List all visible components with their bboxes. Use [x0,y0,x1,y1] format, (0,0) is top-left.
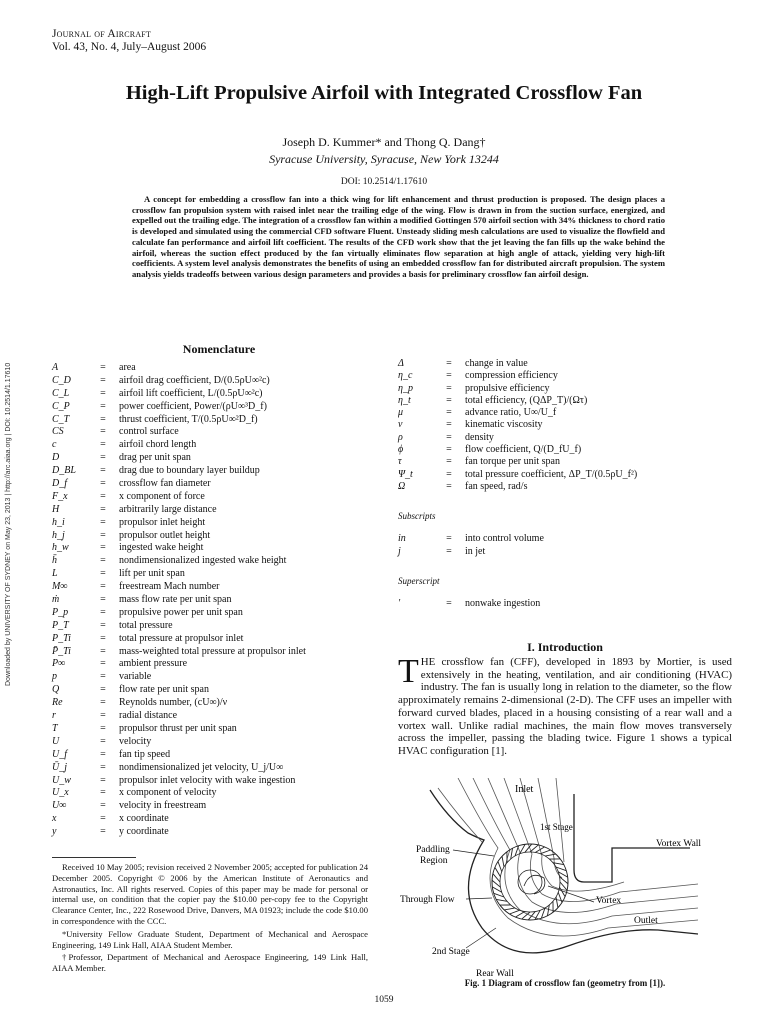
nomenclature-row [52,401,382,414]
nomenclature-row-sym: η_p [398,382,413,394]
nomenclature-row [52,697,382,710]
journal-header [52,28,206,54]
nomenclature-row-sym: ρ [398,431,403,443]
nomenclature-row-sym: x [52,813,57,825]
nomenclature-row-def: propulsive efficiency [465,382,550,394]
nomenclature-row-def: ambient pressure [119,658,188,670]
superscript-row-sym: ′ [398,597,401,609]
nomenclature-row-def: nondimensionalized jet velocity, U_j/U∞ [119,761,284,773]
nomenclature-row-def: arbitrarily large distance [119,503,217,515]
nomenclature-row-def: fan torque per unit span [465,456,560,468]
nomenclature-row [52,439,382,452]
nomenclature-row-def: variable [119,671,152,683]
abstract [132,194,665,280]
nomenclature-row [398,444,728,456]
nomenclature-row [52,517,382,530]
nomenclature-row-eq: = [100,722,106,734]
nomenclature-row-def: airfoil chord length [119,439,197,451]
nomenclature-row-def: total pressure at propulsor inlet [119,632,244,644]
nomenclature-row-sym: Ω [398,480,406,492]
label-region: Region [420,856,448,866]
rear-wall-shape [430,790,698,953]
nomenclature-row [398,469,728,481]
nomenclature-row-def: area [119,362,136,373]
nomenclature-row-def: propulsor inlet velocity with wake ingestion [119,774,296,786]
nomenclature-list-left [52,362,382,839]
label-inlet: Inlet [515,784,534,795]
superscript-row [398,598,728,610]
nomenclature-row-sym: Q [52,684,60,696]
footnote: *University Fellow Graduate Student, Department of Mechanical and Aerospace Engineering, 149 Link Hall, AIAA Student Member. [52,928,368,950]
nomenclature-row-sym: Δ [398,358,404,369]
impeller-blade [495,867,501,876]
nomenclature-row [398,481,728,493]
nomenclature-row-def: control surface [119,426,179,438]
nomenclature-row-def: mass-weighted total pressure at propulsor inlet [119,645,306,657]
journal-name: Journal of Aircraft [52,28,152,40]
nomenclature-row-eq: = [446,382,452,394]
nomenclature-row-eq: = [100,490,106,502]
nomenclature-row-sym: P_p [52,606,69,618]
nomenclature-row-def: kinematic viscosity [465,419,543,431]
nomenclature-row [52,491,382,504]
nomenclature-row [52,749,382,762]
journal-issue: Vol. 43, No. 4, July–August 2006 [52,41,207,53]
nomenclature-row-def: x coordinate [119,813,169,825]
nomenclature-row-def: propulsor thrust per unit span [119,722,237,734]
figure-caption: Fig. 1 Diagram of crossflow fan (geometry from [1]). [464,978,666,988]
nomenclature-row-eq: = [100,735,106,747]
label-outlet: Outlet [634,916,658,926]
label-paddling: Paddling [416,845,450,855]
impeller-blade [515,912,524,918]
nomenclature-row-sym: A [52,362,59,373]
nomenclature-row-eq: = [100,645,106,657]
nomenclature-row-eq: = [100,800,106,812]
doi: DOI: 10.2514/1.17610 [340,177,428,187]
intro-paragraph [398,653,732,758]
subscript-row-sym: j [398,545,401,557]
nomenclature-row-sym: η_c [398,370,413,382]
nomenclature-row-sym: h_j [52,529,65,541]
nomenclature-row-def: x component of force [119,490,205,502]
nomenclature-row-def: total pressure [119,619,173,631]
subscript-row-def: into control volume [465,533,544,545]
nomenclature-row [52,620,382,633]
nomenclature-row-sym: r [52,710,56,722]
download-watermark: Downloaded by UNIVERSITY OF SYDNEY on May 23, 2013 | http://arc.aiaa.org | DOI: 10.2514/1.17610 [5,362,12,686]
nomenclature-row-eq: = [446,370,452,382]
superscript-list [398,598,728,610]
nomenclature-row-sym: P̄_Ti [52,645,71,657]
nomenclature-row-eq: = [100,452,106,464]
nomenclature-row-eq: = [100,813,106,825]
nomenclature-row-sym: h_w [52,542,69,554]
nomenclature-row-sym: U_x [52,787,69,799]
footnotes [52,862,368,976]
nomenclature-row-sym: U_w [52,774,71,786]
nomenclature-row [52,478,382,491]
nomenclature-row [52,375,382,388]
nomenclature-row-eq: = [100,568,106,580]
impeller-blade [558,892,562,902]
figure-crossflow-fan [398,778,732,978]
label-through-flow: Through Flow [400,895,455,905]
impeller-blade [556,897,558,908]
nomenclature-row [52,658,382,671]
nomenclature-row-eq: = [100,606,106,618]
nomenclature-row-def: velocity in freestream [119,800,207,812]
nomenclature-row-eq: = [446,456,452,468]
footnote-rule [52,857,136,858]
nomenclature-row-sym: CS [52,426,64,438]
superscript-heading: Superscript [398,575,440,586]
nomenclature-row-eq: = [100,619,106,631]
nomenclature-row [52,426,382,439]
impeller [492,844,568,920]
nomenclature-row [52,594,382,607]
nomenclature-row-sym: P∞ [52,658,66,670]
paper-title: High-Lift Propulsive Airfoil with Integrated Crossflow Fan [125,82,643,104]
nomenclature-row-sym: Ψ_t [398,468,413,480]
nomenclature-greek [398,358,728,493]
nomenclature-row-eq: = [100,362,106,373]
authors: Joseph D. Kummer* and Thong Q. Dang† [282,135,486,149]
nomenclature-row-def: flow coefficient, Q/(D_fU_f) [465,444,582,456]
label-vortex: Vortex [596,896,622,906]
nomenclature-row [398,383,728,395]
label-stage1: 1st Stage [540,822,573,832]
nomenclature-row-def: density [465,431,494,443]
nomenclature-row-def: compression efficiency [465,370,558,382]
nomenclature-row-sym: μ [398,407,404,419]
nomenclature-row [52,800,382,813]
nomenclature-row [52,607,382,620]
nomenclature-row-eq: = [100,594,106,606]
dropcap: T [398,653,419,690]
nomenclature-row [398,358,728,370]
nomenclature-row [398,456,728,468]
nomenclature-row-sym: H [52,503,60,515]
nomenclature-row-eq: = [100,374,106,386]
subscript-row [398,533,728,545]
nomenclature-row [52,775,382,788]
nomenclature-row-def: fan tip speed [119,748,171,760]
nomenclature-row-eq: = [100,658,106,670]
nomenclature-row-eq: = [100,465,106,477]
nomenclature-row-def: total efficiency, (QΔP_T)/(Ωτ) [465,394,588,406]
nomenclature-row-eq: = [100,581,106,593]
nomenclature-row [52,684,382,697]
impeller-blade [502,856,504,867]
nomenclature-row-def: propulsor outlet height [119,529,211,541]
crossflow-fan-diagram [398,778,732,978]
nomenclature-row-sym: τ [398,456,402,468]
nomenclature-row-eq: = [446,358,452,369]
nomenclature-row [52,633,382,646]
impeller-blade [540,850,550,854]
nomenclature-row [52,465,382,478]
nomenclature-row [52,762,382,775]
nomenclature-row-sym: η_t [398,394,411,406]
nomenclature-row-sym: Re [52,697,63,709]
nomenclature-row-eq: = [100,529,106,541]
impeller-blade [510,910,520,914]
nomenclature-row-sym: ϕ [398,444,404,456]
nomenclature-row-def: ingested wake height [119,542,204,554]
nomenclature-row-eq: = [100,555,106,567]
nomenclature-row-def: flow rate per unit span [119,684,209,696]
subscripts-list [398,533,728,558]
subscript-row-eq: = [446,533,452,545]
nomenclature-row-def: x component of velocity [119,787,217,799]
superscript-row-def: nonwake ingestion [465,597,541,609]
nomenclature-row-eq: = [446,407,452,419]
nomenclature-row [52,414,382,427]
nomenclature-row-sym: C_L [52,387,70,399]
nomenclature-row [398,395,728,407]
nomenclature-row [398,370,728,382]
nomenclature-row-eq: = [100,632,106,644]
nomenclature-row-sym: P_T [52,619,69,631]
label-rear-wall: Rear Wall [476,969,514,978]
nomenclature-row-def: Reynolds number, (cU∞)/ν [119,697,228,709]
nomenclature-row-def: thrust coefficient, T/(0.5ρU∞²D_f) [119,413,258,425]
nomenclature-row-def: nondimensionalized ingested wake height [119,555,287,567]
nomenclature-row-def: propulsor inlet height [119,516,206,528]
intro-heading: I. Introduction [527,640,603,654]
nomenclature-row-sym: ν [398,419,403,431]
nomenclature-row-def: propulsive power per unit span [119,606,243,618]
nomenclature-row-def: fan speed, rad/s [465,480,528,492]
nomenclature-row [52,787,382,800]
nomenclature-row-sym: h̄ [52,555,57,567]
nomenclature-list-right [398,358,728,610]
nomenclature-row-eq: = [100,542,106,554]
streamlines [438,778,698,936]
nomenclature-row-eq: = [100,787,106,799]
footnote: †Professor, Department of Mechanical and Aerospace Engineering, 149 Link Hall, AIAA Member. [52,952,368,974]
nomenclature-row-def: drag due to boundary layer buildup [119,465,260,477]
nomenclature-row-sym: P_Ti [52,632,71,644]
nomenclature-row-eq: = [100,671,106,683]
nomenclature-row [52,710,382,723]
nomenclature-row-eq: = [100,826,106,838]
nomenclature-row-sym: U [52,735,60,747]
impeller-blade [504,908,515,910]
nomenclature-row [52,452,382,465]
subscript-row-sym: in [398,533,406,545]
nomenclature-row-def: velocity [119,735,152,747]
nomenclature-row-def: drag per unit span [119,452,191,464]
nomenclature-row-def: radial distance [119,710,178,722]
nomenclature-row-eq: = [100,774,106,786]
nomenclature-row-def: airfoil lift coefficient, L/(0.5ρU∞²c) [119,387,263,399]
nomenclature-row-eq: = [100,400,106,412]
nomenclature-row-eq: = [446,431,452,443]
nomenclature-row [398,419,728,431]
nomenclature-row [52,555,382,568]
nomenclature-row-eq: = [100,748,106,760]
nomenclature-row-eq: = [446,394,452,406]
subscript-row [398,546,728,558]
nomenclature-row-eq: = [100,439,106,451]
nomenclature-row-eq: = [100,710,106,722]
nomenclature-row [52,671,382,684]
nomenclature-row-sym: C_P [52,400,70,412]
label-vortex-wall: Vortex Wall [656,839,702,849]
nomenclature-row-def: total pressure coefficient, ΔP_T/(0.5ρU_f²) [465,468,638,480]
nomenclature-row-sym: C_T [52,413,70,425]
nomenclature-row [52,736,382,749]
nomenclature-row-sym: c [52,439,57,451]
footnote: Received 10 May 2005; revision received 2 November 2005; accepted for publication 24 December 2005. Copyright © 2006 by the American Institute of Aeronautics and Astronautics, Inc. All rights reserved. Copies of this paper may be made for personal or internal use, on condition that the copier pay the $10.00 per-copy fee to the Copyright Clearance Center, Inc., 222 Rosewood Drive, Danvers, MA 01923; include the code $10.00 in correspondence with the CCC. [52,862,368,926]
impeller-blade [545,854,556,856]
nomenclature-row [52,504,382,517]
nomenclature-row-sym: M∞ [52,581,68,593]
affiliation: Syracuse University, Syracuse, New York 13244 [269,152,499,166]
nomenclature-row-sym: U_f [52,748,67,760]
nomenclature-row-sym: y [52,826,57,838]
nomenclature-heading: Nomenclature [182,342,256,356]
nomenclature-row-sym: p [52,671,57,683]
nomenclature-row [52,362,382,375]
nomenclature-row [52,530,382,543]
nomenclature-row-eq: = [100,761,106,773]
nomenclature-row-eq: = [100,413,106,425]
nomenclature-row-def: power coefficient, Power/(ρU∞³D_f) [119,400,267,412]
nomenclature-row-def: change in value [465,358,528,369]
nomenclature-row-sym: Ū_j [52,761,67,773]
nomenclature-row-eq: = [100,516,106,528]
nomenclature-row [398,407,728,419]
nomenclature-row-sym: h_i [52,516,65,528]
nomenclature-row-def: freestream Mach number [119,581,220,593]
nomenclature-row-sym: D_BL [52,465,76,477]
nomenclature-row-eq: = [100,503,106,515]
nomenclature-row-eq: = [100,478,106,490]
nomenclature-row [52,813,382,826]
nomenclature-row-eq: = [100,426,106,438]
nomenclature-row [52,568,382,581]
nomenclature-row-sym: F_x [52,490,68,502]
nomenclature-row-eq: = [446,419,452,431]
vortex-wall-shape [574,794,690,882]
nomenclature-row-eq: = [446,444,452,456]
nomenclature-row-sym: ṁ [52,594,60,606]
impeller-blade [498,862,502,872]
nomenclature-row-eq: = [446,480,452,492]
nomenclature-row-sym: L [52,568,58,580]
nomenclature-row-sym: C_D [52,374,71,386]
nomenclature-row-sym: D_f [52,478,67,490]
subscript-row-eq: = [446,545,452,557]
intro-text: HE crossflow fan (CFF), developed in 1893 by Mortier, is used extensively in the heating, ventilation, and air conditioning (HVAC) industry. The fan is usually long in relation to the diameter, so the flow approximately remains 2-dimensional (2-D). The CFF uses an impeller with forward curved blades, placed in a housing consisting of a rear wall and a vortex wall. Unlike radial machines, the main flow moves transversely across the impeller, passing the blading twice. Figure 1 shows a typical HVAC configuration [1]. [398,656,732,757]
subscripts-heading: Subscripts [398,511,436,522]
nomenclature-row-sym: U∞ [52,800,67,812]
nomenclature-row [52,723,382,736]
nomenclature-row-def: mass flow rate per unit span [119,594,232,606]
subscript-row-def: in jet [465,545,486,557]
nomenclature-row [52,646,382,659]
nomenclature-row-def: lift per unit span [119,568,185,580]
nomenclature-row [52,542,382,555]
nomenclature-row [52,826,382,839]
nomenclature-row-def: crossflow fan diameter [119,478,211,490]
nomenclature-row-def: airfoil drag coefficient, D/(0.5ρU∞²c) [119,374,270,386]
nomenclature-row-eq: = [100,684,106,696]
nomenclature-row-eq: = [100,387,106,399]
nomenclature-row-eq: = [446,468,452,480]
abstract-text: A concept for embedding a crossflow fan into a thick wing for lift enhancement and thrust production is proposed. The design places a crossflow fan propulsion system with raised inlet near the trailing edge of the wing. Flow is drawn in from the suction surface, energized, and expelled out the trailing edge. The integration of a crossflow fan within a modified Gottingen 570 airfoil section with 34% thickness to chord ratio is developed and simulated using the commercial CFD software Fluent. Unsteady sliding mesh calculations are used to visualize the flowfield and calculate fan performance and airfoil lift coefficient. The results of the CFD work show that the jet leaving the fan fills up the wake behind the airfoil, whereas the suction effect produced by the fan virtually eliminates flow separation at high angle of attack, yielding very high-lift coefficients. A system level analysis demonstrates the benefits of using an embedded crossflow fan for distributed aircraft propulsion. The system analysis yields tradeoffs between various design parameters and provides a basis for preliminary crossflow fan airfoil design. [132,194,665,279]
nomenclature-row-eq: = [100,697,106,709]
superscript-row-eq: = [446,597,452,609]
nomenclature-row-sym: D [52,452,60,464]
nomenclature-row [52,388,382,401]
nomenclature-row [52,581,382,594]
nomenclature-row [398,432,728,444]
label-stage2: 2nd Stage [432,947,470,957]
nomenclature-row-def: y coordinate [119,826,169,838]
page-number: 1059 [374,995,394,1005]
nomenclature-row-def: advance ratio, U∞/U_f [465,407,557,419]
nomenclature-row-sym: T [52,722,58,734]
